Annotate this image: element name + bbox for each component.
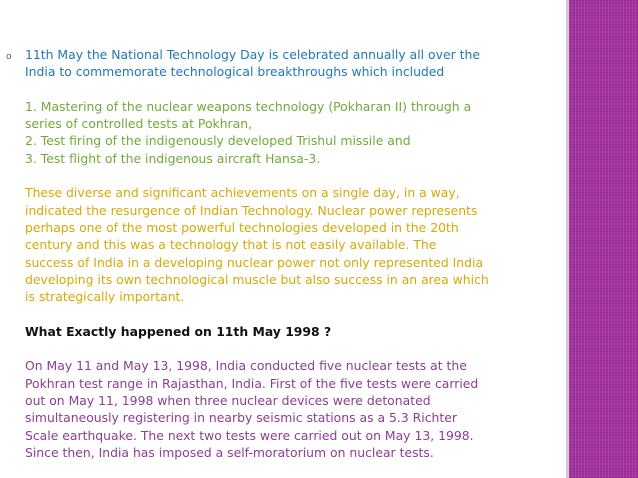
spacer bbox=[25, 340, 555, 357]
event-line: Since then, India has imposed a self-moratorium on nuclear tests. bbox=[25, 444, 434, 460]
list-line: 2. Test firing of the indigenously developed Trishul missile and bbox=[25, 133, 411, 149]
event-line: out on May 11, 1998 when three nuclear devices were detonated bbox=[25, 392, 431, 408]
achievement-line: perhaps one of the most powerful technologies developed in the 20th bbox=[25, 219, 459, 235]
event-line: Pokhran test range in Rajasthan, India. First of the five tests were carried bbox=[25, 375, 479, 391]
achievement-line: These diverse and significant achievements on a single day, in a way, bbox=[25, 185, 460, 201]
achievement-line: century and this was a technology that is not easily available. The bbox=[25, 237, 437, 253]
achievement-line: developing its own technological muscle but also success in an area which bbox=[25, 271, 489, 287]
list-line: 1. Mastering of the nuclear weapons technology (Pokharan II) through a bbox=[25, 98, 472, 114]
spacer bbox=[25, 81, 555, 98]
slide-body bbox=[25, 46, 555, 461]
achievement-line: success of India in a developing nuclear power not only represented India bbox=[25, 254, 484, 270]
list-line: 3. Test flight of the indigenous aircraft Hansa-3. bbox=[25, 150, 321, 166]
achievement-line: is strategically important. bbox=[25, 289, 185, 305]
spacer bbox=[25, 167, 555, 184]
side-band-edge bbox=[566, 0, 569, 478]
intro-line: 11th May the National Technology Day is celebrated annually all over the bbox=[25, 47, 480, 62]
spacer bbox=[25, 305, 555, 322]
achievement-line: indicated the resurgence of Indian Technology. Nuclear power represents bbox=[25, 202, 478, 218]
event-line: simultaneously registering in nearby seismic stations as a 5.3 Richter bbox=[25, 410, 457, 426]
decorative-side-band bbox=[566, 0, 638, 478]
event-line: On May 11 and May 13, 1998, India conducted five nuclear tests at the bbox=[25, 358, 467, 374]
intro-line: India to commemorate technological breakthroughs which included bbox=[25, 64, 445, 80]
bullet-icon: o bbox=[6, 52, 12, 62]
list-line: series of controlled tests at Pokhran, bbox=[25, 116, 253, 132]
section-heading: What Exactly happened on 11th May 1998 ? bbox=[25, 323, 332, 339]
event-line: Scale earthquake. The next two tests were carried out on May 13, 1998. bbox=[25, 427, 474, 443]
